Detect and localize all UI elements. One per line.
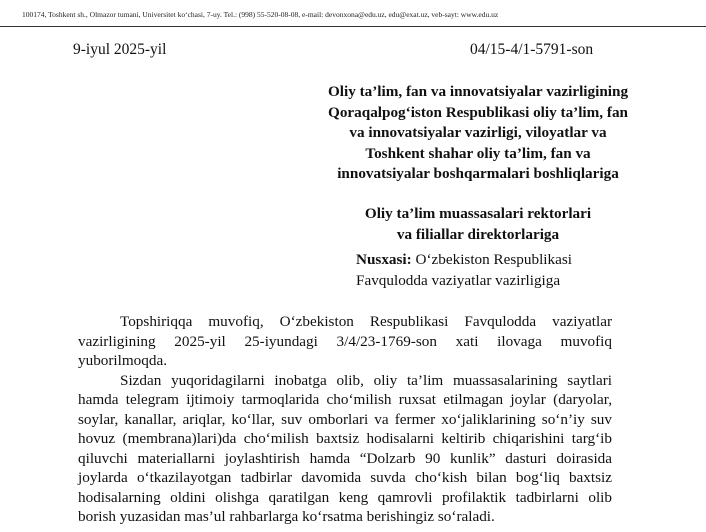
body-line: vazirligining 2025-yil 25-iyundagi 3/4/23-1769-son xati ilovaga muvofiq [78,332,612,350]
letter-body [78,312,612,527]
addressee-primary-line: Qoraqalpog‘iston Respublikasi oliy ta’lim, fan [328,103,628,121]
copy-label: Nusxasi: [356,251,412,268]
body-line: Sizdan yuqoridagilarni inobatga olib, oliy ta’lim muassasalarining saytlari [120,371,612,389]
body-line: Topshiriqqa muvofiq, O‘zbekiston Respublikasi Favqulodda vaziyatlar [120,313,612,330]
body-line: hovuz (membrana)lari)da cho‘milish baxtsiz hodisalarni keltirib chiqarishini targ‘ib [78,430,612,447]
letterhead-address: 100174, Toshkent sh., Olmazor tumani, Universitet ko‘chasi, 7-uy. Tel.: (998) 55-520-08-08, e-mail: devonxona@edu.uz, edu@exat.uz, veb-sayt: www.edu.uz [22,10,499,19]
addressee-secondary-line: Oliy ta’lim muassasalari rektorlari [364,205,592,222]
document-date: 9-iyul 2025-yil [73,41,167,58]
body-line: qiluvchi materiallarni joylashtirish hamda “Dolzarb 90 kunlik” dasturi doirasida [78,449,612,467]
addressee-primary-line: innovatsiyalar boshqarmalari boshliqlariga [337,165,619,182]
copy-recipient-name: O‘zbekiston Respublikasi [411,251,572,268]
copy-recipient [356,250,696,291]
body-line: hodisalarning oldini olishga qaratilgan keng qamrovli profilaktik tadbirlarni olib [78,488,612,506]
document-number: 04/15-4/1-5791-son [470,41,594,58]
addressee-secondary [268,204,688,245]
copy-line-1 [356,250,696,271]
letterhead-divider [0,26,706,27]
addressee-primary-line: va innovatsiyalar vazirligi, viloyatlar va [349,124,607,141]
addressee-secondary-line: va filiallar direktorlariga [396,225,560,243]
addressee-primary-line: Toshkent shahar oliy ta’lim, fan va [365,144,591,162]
body-line: hamda telegram ijtimoiy tarmoqlarida cho‘milish ruxsat etilmagan joylar (daryolar, [78,391,612,408]
body-line: borish yuzasidan mas’ul rahbarlarga ko‘rsatma berishingiz so‘raladi. [78,508,495,525]
copy-line-2: Favqulodda vaziyatlar vazirligiga [356,271,561,289]
addressee-primary [268,82,688,185]
body-line: joylarda o‘tkazilayotgan tadbirlar davomida suvda cho‘kish bilan bog‘liq baxtsiz [78,469,612,486]
body-line: yuborilmoqda. [78,352,168,369]
addressee-primary-line: Oliy ta’lim, fan va innovatsiyalar vazirligining [327,83,629,100]
body-line: soylar, kanallar, ariqlar, ko‘llar, suv omborlari va fermer xo‘jaliklarining so‘n’iy suv [78,410,612,428]
